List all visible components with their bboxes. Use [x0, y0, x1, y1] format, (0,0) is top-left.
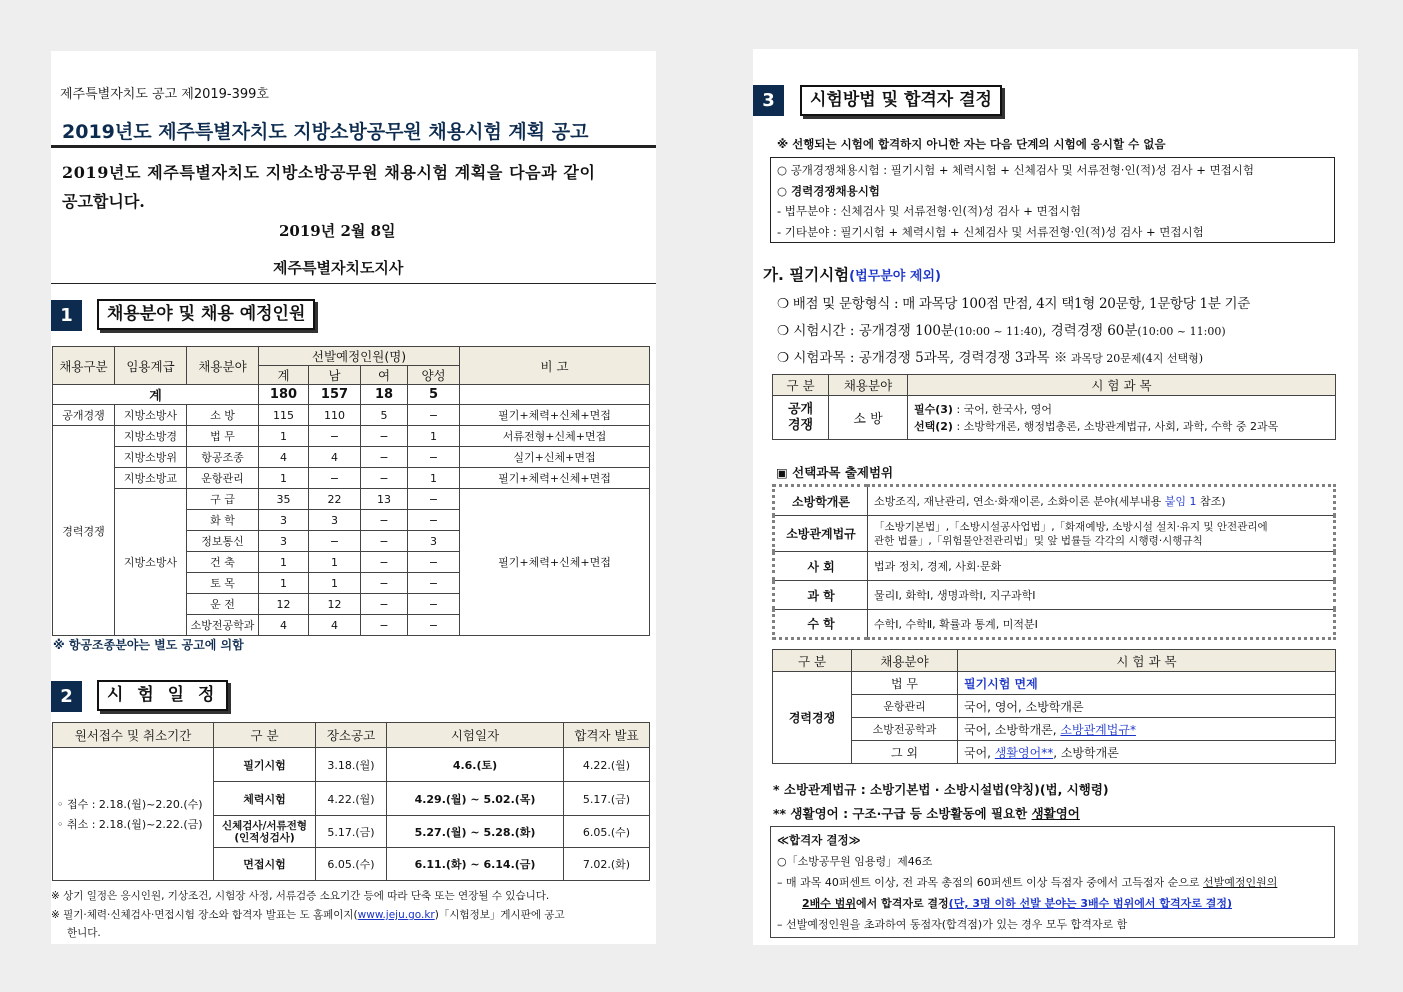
header-stage: 구 분	[214, 723, 316, 748]
section-1-note: ※ 항공조종분야는 별도 공고에 의함	[53, 638, 244, 652]
header-apply: 원서접수 및 취소기간	[53, 723, 214, 748]
notice-date: 2019년 2월 8일	[279, 222, 396, 240]
table-row: 수 학 수학Ⅰ, 수학Ⅱ, 확률과 통계, 미적분Ⅰ	[774, 610, 1335, 639]
title-rule	[51, 145, 656, 148]
notice-number: 제주특별자치도 공고 제2019-399호	[60, 87, 269, 102]
table-row: 면접시험 6.05.(수) 6.11.(화) ~ 6.14.(금) 7.02.(화)	[53, 848, 650, 881]
header-place: 장소공고	[316, 723, 387, 748]
recruitment-table	[52, 346, 650, 636]
issuer: 제주특별자치도지사	[273, 259, 404, 277]
table-row: 공개경쟁 지방소방사 소 방 115 110 5 − 필기+체력+신체+면접	[53, 405, 650, 426]
table-row: 운항관리 국어, 영어, 소방학개론	[773, 695, 1336, 718]
header-type: 채용구분	[53, 347, 115, 385]
table-row: 지방소방위 항공조종 4 4 − − 실기+신체+면접	[53, 447, 650, 468]
homepage-link[interactable]: www.jeju.go.kr	[357, 909, 435, 921]
intro-line-2: 공고합니다.	[62, 192, 145, 211]
table-row: 소방전공학과 4 4 − −	[53, 615, 650, 636]
section-1-title: 채용분야 및 채용 예정인원	[97, 299, 315, 330]
section-1-number: 1	[51, 300, 82, 331]
table-row: 소방전공학과 국어, 소방학개론, 소방관계법규*	[773, 718, 1336, 741]
table-row: ◦ 접수 : 2.18.(월)~2.20.(수) ◦ 취소 : 2.18.(월)~2.22.(금) 필기시험 3.18.(월) 4.6.(토) 4.22.(월)	[53, 748, 650, 782]
table-row: 토 목 1 1 − −	[53, 573, 650, 594]
section-2-title: 시 험 일 정	[97, 680, 228, 711]
schedule-footnote-1: ※ 상기 일정은 응시인원, 기상조건, 시험장 사정, 서류검증 소요기간 등에 따라 단축 또는 연장될 수 있습니다.	[51, 890, 550, 902]
section-2-number: 2	[51, 681, 82, 712]
right-page	[753, 49, 1358, 945]
section-3-note: ※ 선행되는 시험에 합격하지 아니한 자는 다음 단계의 시험에 응시할 수 없음	[777, 137, 1166, 151]
career-note-cell: 필기+체력+신체+면접	[460, 489, 650, 636]
table-row: 지방소방교 운항관리 1 − − 1 필기+체력+신체+면접	[53, 468, 650, 489]
table-row: 경력경쟁 지방소방경 법 무 1 − − 1 서류전형+신체+면접	[53, 426, 650, 447]
header-note: 비 고	[460, 347, 650, 385]
table-row: 정보통신 3 − − 3	[53, 531, 650, 552]
header-male: 남	[309, 366, 361, 385]
pass-decision-box: ≪합격자 결정≫ ○「소방공무원 임용령」제46조 – 매 과목 40퍼센트 이상, 전 과목 총점의 60퍼센트 이상 득점자 중에서 고득점자 순으로 선발예정인원의 2배수 범위에서 합격자로 결정(단, 3명 이하 선발 분야는 3배수 범위에서 합격자로 결정) – 선발예정인원을 초과하여 동점자(합격점)가 있는 경우 모두 합격자로 함	[770, 826, 1335, 938]
header-female: 여	[361, 366, 408, 385]
exam-subjects-bullet: ❍ 시험과목 : 공개경쟁 5과목, 경력경쟁 3과목 ※ 과목당 20문제(4지 선택형)	[777, 350, 1204, 366]
table-row: 지방소방사 구 급 35 22 13 − 필기+체력+신체+면접	[53, 489, 650, 510]
intro-line-1: 2019년도 제주특별자치도 지방소방공무원 채용시험 계획을 다음과 같이	[62, 163, 596, 182]
footnote-star-1: * 소방관계법규 : 소방기본법 · 소방시설법(약칭)(법, 시행령)	[773, 782, 1109, 797]
career-exam-subjects-table: 구 분 채용분야 시 험 과 목 경력경쟁 법 무 필기시험 면제 운항관리 국어, 영어, 소방학개론 소방전공학과 국어, 소방학개론, 소방관계법규* 그 외 국어, 생활영어**, 소방학개론	[772, 649, 1336, 764]
header-rule	[51, 283, 656, 284]
exam-format-bullet: ❍ 배점 및 문항형식 : 매 과목당 100점 만점, 4지 택1형 20문항, 1문항당 1분 기준	[777, 296, 1251, 312]
schedule-footnote-2-cont: 한니다.	[67, 927, 101, 939]
header-exam-date: 시험일자	[387, 723, 564, 748]
table-row: 소방관계법규 「소방기본법」,「소방시설공사업법」,「화재예방, 소방시설 설치·유지 및 안전관리에 관한 법률」,「위험물안전관리법」및 앞 법률들 각각의 시행령·시행규칙	[774, 516, 1335, 552]
table-row: 건 축 1 1 − −	[53, 552, 650, 573]
footnote-star-2: ** 생활영어 : 구조·구급 등 소방활동에 필요한 생활영어	[773, 806, 1080, 821]
open-exam-subjects-table: 구 분 채용분야 시 험 과 목 공개 경쟁 소 방 필수(3) : 국어, 한국사, 영어 선택(2) : 소방학개론, 행정법총론, 소방관계법규, 사회, 과학, 수학 중 2과목	[772, 374, 1336, 440]
table-row: 그 외 국어, 생활영어**, 소방학개론	[773, 741, 1336, 764]
career-type-cell: 경력경쟁	[53, 426, 115, 636]
total-row: 계 180 157 18 5	[53, 385, 650, 405]
method-box: ○ 공개경쟁채용시험 : 필기시험 + 체력시험 + 신체검사 및 서류전형·인(적)성 검사 + 면접시험 ○ 경력경쟁채용시험 - 법무분야 : 신체검사 및 서류전형·인(적)성 검사 + 면접시험 - 기타분야 : 필기시험 + 체력시험 + 신체검사 및 서류전형·인(적)성 검사 + 면접시험	[770, 157, 1335, 243]
table-row: 체력시험 4.22.(월) 4.29.(월) ~ 5.02.(목) 5.17.(금)	[53, 782, 650, 816]
table-row: 경력경쟁 법 무 필기시험 면제	[773, 672, 1336, 695]
header-both: 양성	[408, 366, 460, 385]
exam-time-bullet: ❍ 시험시간 : 공개경쟁 100분(10:00 ~ 11:40), 경력경쟁 60분(10:00 ~ 11:00)	[777, 323, 1226, 339]
table-row: 운 전 12 12 − −	[53, 594, 650, 615]
header-quota: 선발예정인원(명)	[259, 347, 460, 366]
apply-period-cell: ◦ 접수 : 2.18.(월)~2.20.(수) ◦ 취소 : 2.18.(월)~2.22.(금)	[53, 748, 214, 881]
table-row: 화 학 3 3 − −	[53, 510, 650, 531]
subsection-a-title: 가. 필기시험(법무분야 제외)	[763, 266, 941, 284]
document-title: 2019년도 제주특별자치도 지방소방공무원 채용시험 계획 공고	[62, 121, 589, 143]
table-row: 과 학 물리Ⅰ, 화학Ⅰ, 생명과학Ⅰ, 지구과학Ⅰ	[774, 581, 1335, 610]
table-row: 공개 경쟁 소 방 필수(3) : 국어, 한국사, 영어 선택(2) : 소방학개론, 행정법총론, 소방관계법규, 사회, 과학, 수학 중 2과목	[773, 396, 1336, 440]
header-total: 계	[259, 366, 309, 385]
schedule-footnote-2: ※ 필기·체력·신체검사·면접시험 장소와 합격자 발표는 도 홈페이지(www.jeju.go.kr)「시험정보」게시판에 공고	[51, 909, 565, 921]
schedule-table	[52, 722, 650, 881]
header-field: 채용분야	[187, 347, 259, 385]
left-page	[51, 51, 656, 944]
section-3-number: 3	[753, 85, 784, 116]
table-row: 신체검사/서류전형 (인적성검사) 5.17.(금) 5.27.(월) ~ 5.28.(화) 6.05.(수)	[53, 816, 650, 848]
header-rank: 임용계급	[115, 347, 187, 385]
table-row: 사 회 법과 정치, 경제, 사회·문화	[774, 552, 1335, 581]
career-rank-cell: 지방소방사	[115, 489, 187, 636]
scope-title: ▣ 선택과목 출제범위	[776, 465, 894, 480]
table-row: 소방학개론 소방조직, 재난관리, 연소·화재이론, 소화이론 분야(세부내용 붙임 1 참조)	[774, 486, 1335, 516]
header-result: 합격자 발표	[564, 723, 650, 748]
section-3-title: 시험방법 및 합격자 결정	[800, 85, 1002, 116]
scope-table	[772, 484, 1336, 640]
